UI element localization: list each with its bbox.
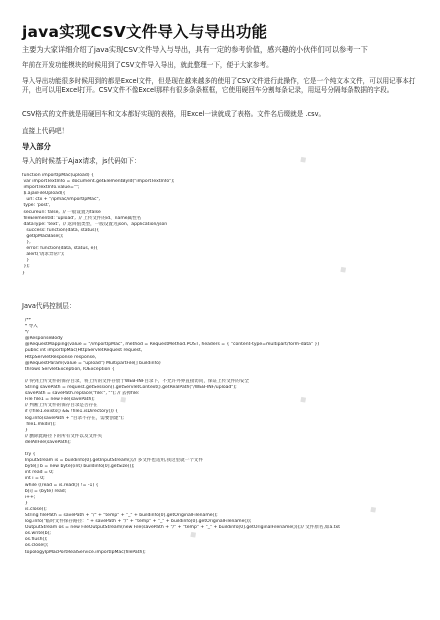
code-line: os.flush(); bbox=[22, 537, 48, 543]
code-line: throws ServletException, IOException { bbox=[22, 366, 115, 372]
code-line: savePath = savePath.replace("file:", ""); // 去掉file: bbox=[22, 391, 140, 397]
code-line: topologyIpMacPortRealService.importIpMac(filePath); bbox=[22, 549, 146, 555]
code-line: // 得到上传文件的保存目录，将上传的文件存放于WEB-INF目录下，不允许外界直接访问，保证上传文件的安全 bbox=[22, 378, 249, 384]
code-line: alert('请求异常!'); bbox=[22, 252, 65, 258]
code-line: importTextInfo.value=""; bbox=[22, 185, 80, 191]
code-line: var importTextInfo = document.getElementById("importTextInfo"); bbox=[22, 179, 175, 185]
code-line: InputStream is = buildinfo[0].getInputStream();// 多文件也适用,我这里就一个文件 bbox=[22, 458, 203, 464]
code-line: b[i] = (byte) read; bbox=[22, 488, 67, 494]
code-line: try { bbox=[22, 452, 36, 458]
watermark: ◆ bbox=[337, 263, 350, 277]
code-line: type: 'post', bbox=[22, 203, 51, 209]
code-line: } bbox=[22, 258, 30, 264]
js-code-block bbox=[22, 173, 422, 277]
code-line: byte[] b = new byte[(int) buildinfo[0].getSize()]; bbox=[22, 464, 135, 470]
code-line: delAllFile(savePath); bbox=[22, 439, 71, 445]
code-line: log.info("临时文件保存路径：" + savePath + "/" + "temp" + "_" + buildinfo[0].getOriginalFilename()); bbox=[22, 519, 252, 525]
code-line: i++; bbox=[22, 494, 36, 500]
code-line: if (!file1.exists() && !file1.isDirectory()) { bbox=[22, 409, 119, 415]
code-line: @ResponseBody bbox=[22, 336, 63, 342]
watermark: ◆ bbox=[367, 503, 380, 517]
code-line: } bbox=[22, 270, 25, 276]
code-line: /** bbox=[22, 318, 31, 323]
code-line: }); bbox=[22, 264, 30, 270]
code-line: dataType: 'text', // 返回值类型，一般设置为json、application/json bbox=[22, 221, 168, 227]
code-line: secureuri: false, // 一般设置为false bbox=[22, 209, 101, 215]
code-line: } bbox=[22, 500, 28, 506]
code-line: * 导入 bbox=[22, 324, 38, 330]
java-code-block bbox=[22, 318, 422, 556]
code-line: success: function(data, status){ bbox=[22, 227, 100, 233]
paragraph-3: CSV格式的文件就是用硬回车和文本都好实现的表格，用Excel一读就成了表格。文件名后缀就是 .csv。 bbox=[22, 110, 326, 118]
page-title: java实现CSV文件导入与导出功能 bbox=[22, 23, 268, 41]
code-line: // 判断上传文件的保存目录是否存在 bbox=[22, 403, 98, 409]
paragraph-4: 直接上代码吧！ bbox=[22, 127, 69, 135]
watermark: ◆ bbox=[297, 153, 310, 167]
watermark: ◆ bbox=[187, 528, 200, 542]
watermark: ◆ bbox=[297, 393, 310, 407]
code-line: @RequestParam(value = "upload") MultipartFile[] buildinfo) bbox=[22, 360, 161, 366]
paragraph-2: 导入导出功能很多时候用到的都是Excel文件，但是现在越来越多的使用了CSV文件进行此操作，它是一个纯文本文件，可以用记事本打开，也可以用Excel打开。CSV文件不像Excel那样有很多条条框框，它使用硬回车分割每条记录，用逗号分隔每条数据的字段。 bbox=[22, 77, 416, 95]
code-line: error: function(data, status, e){ bbox=[22, 246, 99, 252]
code-line: public int importIpMac(HttpServletRequest request, bbox=[22, 348, 143, 354]
code-line: */ bbox=[22, 330, 29, 336]
code-line: os.close(); bbox=[22, 543, 49, 549]
intro-paragraph: 主要为大家详细介绍了java实现CSV文件导入与导出，具有一定的参考价值，感兴趣的小伙伴们可以参考一下 bbox=[22, 45, 368, 54]
code-line: log.info(savePath + "目录不存在，需要创建"); bbox=[22, 415, 124, 421]
code-line: OutputStream os = new FileOutputStream(new File(savePath + "/" + "temp" + "_" + buildinfo[0].getOriginalFilename()));// 文件原名,如a.txt bbox=[22, 525, 340, 531]
code-line: HttpServletResponse response, bbox=[22, 354, 97, 360]
code-line: os.write(b); bbox=[22, 531, 51, 537]
code-line: String savePath = request.getSession().getServletContext().getRealPath("/WEB-INF/upload"); bbox=[22, 385, 237, 391]
code-line: url: ctx + "/ipmac/importIpMac", bbox=[22, 197, 101, 203]
code-line: // 删除此路径下的所有文件以及文件夹 bbox=[22, 433, 103, 439]
section-heading-import: 导入部分 bbox=[22, 142, 51, 151]
code-line: File file1 = new File(savePath); bbox=[22, 397, 95, 403]
code-line: fileElementId: 'upload', // 上传文件的id、name属性名 bbox=[22, 215, 142, 221]
java-label: Java代码控制层： bbox=[22, 302, 76, 310]
code-line: getIpMacBase(); bbox=[22, 233, 64, 239]
code-line: file1.mkdir(); bbox=[22, 421, 56, 427]
code-line: $.ajaxFileUpload({ bbox=[22, 191, 66, 197]
code-line: while ((read = is.read()) != -1) { bbox=[22, 482, 99, 488]
import-description: 导入的时候基于Ajax请求，js代码如下： bbox=[22, 157, 141, 165]
code-line: function importIpMac(upload) { bbox=[22, 173, 94, 178]
code-line: } bbox=[22, 427, 28, 433]
code-line: }, bbox=[22, 240, 31, 246]
code-line: int read = 0; bbox=[22, 470, 54, 476]
code-line: String filePath = savePath + "/" + "temp" + "_" + buildinfo[0].getOriginalFilename(); bbox=[22, 513, 218, 518]
code-line: @RequestMapping(value = "/importIpMac", method = RequestMethod.POST, headers = { "content-type=multipart/form-data" }) bbox=[22, 342, 320, 348]
code-line: is.close(); bbox=[22, 506, 47, 512]
watermark: ◆ bbox=[117, 393, 130, 407]
code-line: int i = 0; bbox=[22, 476, 45, 482]
paragraph-1: 年前在开发功能模块的时候用到了CSV文件导入导出，就此整理一下，便于大家参考。 bbox=[22, 61, 273, 69]
